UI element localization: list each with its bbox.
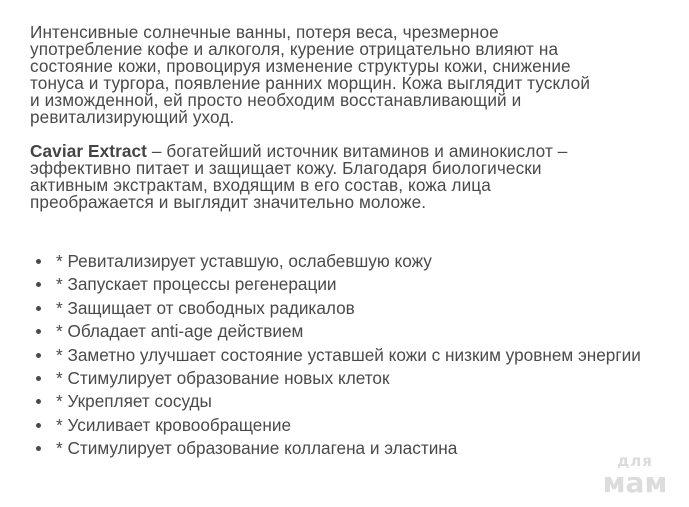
intro-line: и изможденной, ей просто необходим восстанавливающий и	[30, 90, 522, 110]
caviar-line: – богатейший источник витаминов и аминокислот –	[147, 141, 568, 161]
list-item	[36, 414, 666, 435]
article-body	[30, 24, 670, 211]
caviar-line: эффективно питает и защищает кожу. Благодаря биологически	[30, 158, 542, 178]
list-item-text: * Ревитализирует уставшую, ослабевшую кожу	[56, 251, 432, 271]
caviar-line: активным экстрактам, входящим в его состав, кожа лица	[30, 175, 491, 195]
bullet-icon	[36, 282, 41, 287]
intro-line: употребление кофе и алкоголя, курение отрицательно влияют на	[30, 39, 559, 59]
caviar-line: преображается и выглядит значительно моложе.	[30, 192, 427, 212]
list-item	[36, 297, 666, 318]
list-item-text: * Укрепляет сосуды	[56, 391, 212, 412]
watermark-top: для	[617, 452, 653, 470]
list-item	[36, 253, 666, 270]
bullet-icon	[36, 446, 41, 451]
caviar-paragraph	[30, 143, 670, 211]
bullet-icon	[36, 306, 41, 311]
list-item	[36, 393, 666, 410]
bullet-icon	[36, 376, 41, 381]
list-item	[36, 440, 666, 457]
list-item-text: * Заметно улучшает состояние уставшей кожи с низким уровнем энергии	[56, 344, 641, 365]
list-item	[36, 323, 666, 340]
list-item	[36, 276, 666, 293]
list-item	[36, 367, 666, 388]
intro-line: ревитализирующий уход.	[30, 107, 235, 127]
list-item-text: * Стимулирует образование новых клеток	[56, 367, 390, 388]
benefits-list	[36, 253, 666, 464]
list-item-text: * Стимулирует образование коллагена и эластина	[56, 438, 458, 459]
brand-name: Caviar Extract	[30, 141, 148, 161]
list-item-text: * Запускает процессы регенерации	[56, 274, 337, 295]
list-item-text: * Обладает anti-age действием	[56, 321, 304, 342]
list-item	[36, 344, 666, 365]
intro-line: Интенсивные солнечные ванны, потеря веса, чрезмерное	[30, 22, 499, 42]
bullet-icon	[36, 399, 41, 404]
intro-line: тонуса и тургора, появление ранних морщин. Кожа выглядит тусклой	[30, 73, 591, 93]
list-item-text: * Усиливает кровообращение	[56, 414, 292, 435]
intro-paragraph	[30, 24, 670, 126]
bullet-icon	[36, 259, 41, 264]
bullet-icon	[36, 329, 41, 334]
intro-line: состояние кожи, провоцируя изменение структуры кожи, снижение	[30, 56, 571, 76]
bullet-icon	[36, 423, 41, 428]
watermark-bottom: мам	[602, 466, 668, 499]
list-item-text: * Защищает от свободных радикалов	[56, 297, 355, 318]
bullet-icon	[36, 353, 41, 358]
watermark-logo	[599, 454, 671, 497]
